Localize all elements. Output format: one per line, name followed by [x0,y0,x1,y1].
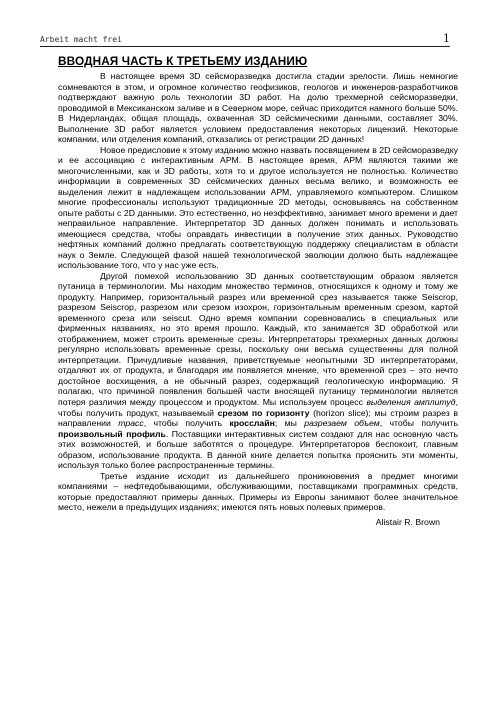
text-run: , чтобы получить [143,418,230,429]
term-amplitude-extraction: выделения амплитуд [366,396,456,407]
term-arbitrary-line: произвольный профиль [58,428,166,439]
text-run: ; мы [274,418,305,429]
text-run: . Поставщики интерактивных систем создают для нас основную часть этих возможностей, и больше заботятся о процедуре. Интерпретаторов беспокоит, главным образом, использование продукта. В данной книге делается попытка прояснить эти моменты, используя только более распространенные термины. [58,428,458,471]
text-run: Другой помехой использованию 3D данных соответствующим образом является путаница в терминологии. Мы находим множество терминов, относящихся к одному и тому же продукту. Например, горизонтальный разрез или временной срез называется также Seiscrop, разрезом Seiscrop, разрезом или срезом изохрон, горизонтальным временным срезом, картой временного среза или seiscut. Одно время компании соревновались в специальных или фирменных названиях, но это время прошло. Каждый, кто занимается 3D обработкой или отображением, может строить временные срезы. Интерпретаторы трехмерных данных должны регулярно использовать временные срезы, поскольку они весьма существенны для полной интерпретации. Причудливые названия, приветствуемые неопытными 3D интерпретаторами, отдаляют их от продукта, и благодаря им появляется мнение, что временной срез – это нечто достойное восхищения, а не обычный разрез, содержащий геологическую информацию. Я полагаю, что причиной появления большей части вносящей путаницу терминологии является потеря различия между процессом и продуктом. Мы используем процесс [58,270,458,407]
text-run: (horizon slice); мы строим разрез в направлении [58,407,459,429]
term-traces: трасс [118,418,144,429]
term-cut-volume: разрезаем объем [304,418,380,429]
page-number: 1 [443,32,450,45]
text-run: , чтобы получить продукт, называемый [58,396,458,418]
author-signature: Alistair R. Brown [375,516,440,527]
term-horizon-slice: срезом по горизонту [217,407,310,418]
term-crossline: кросслайн [229,418,275,429]
page-title: ВВОДНАЯ ЧАСТЬ К ТРЕТЬЕМУ ИЗДАНИЮ [58,54,308,68]
paragraph-3 [58,271,458,471]
paragraph-4: Третье издание исходит из дальнейшего проникновения в предмет многими компаниями – нефтедобывающими, обслуживающими, поставщиками программных средств, которые предоставляют примеры данных. Примеры из Европы занимают более значительное место, нежели в предыдущих изданиях; имеются пять новых полевых примеров. [58,470,458,513]
running-title: Arbeit macht frei [40,35,122,44]
running-header [40,30,450,47]
paragraph-1: В настоящее время 3D сейсморазведка достигла стадии зрелости. Лишь немногие сомневаются в этом, и огромное количество геофизиков, геологов и инженеров-разработчиков подтверждают важную роль технологии 3D работ. На долю трехмерной сейсморазведки, проводимой в Мексиканском заливе и в Северном море, сейчас приходится намного больше 50%. В Нидерландах, общая площадь, охваченная 3D сейсмическими данными, составляет 30%. Выполнение 3D работ является условием предоставления некоторых лицензий. Некоторые компании, или отделения компаний, отказались от регистрации 2D данных! [58,71,458,145]
paragraph-2: Новое предисловие к этому изданию можно назвать посвящением в 2D сейсморазведку и ее ассоциацию с интерактивным АРМ. В настоящее время, АРМ являются такими же многочисленными, как и 3D работы, хотя то и другое используется не полностью. Количество информации в современных 3D сейсмических данных весьма велико, и возможность ее выделения лежит в надлежащем использовании АРМ, управляемого компьютером. Слишком многие профессионалы используют традиционные 2D методы, основываясь на собственном опыте работы с 2D данными. Это естественно, но неэффективно, занимает много времени и дает неправильное направление. Интерпретатор 3D данных должен понимать и использовать имеющиеся средства, чтобы оправдать инвестиции в получение этих данных. Руководство нефтяных компаний должно предлагать соответствующую поддержку специалистам в области наук о Земле. Следующей фазой нашей технологической эволюции должно быть надлежащее использование того, что у нас уже есть. [58,144,458,271]
text-run: , чтобы получить [379,418,459,429]
document-body [58,71,458,527]
